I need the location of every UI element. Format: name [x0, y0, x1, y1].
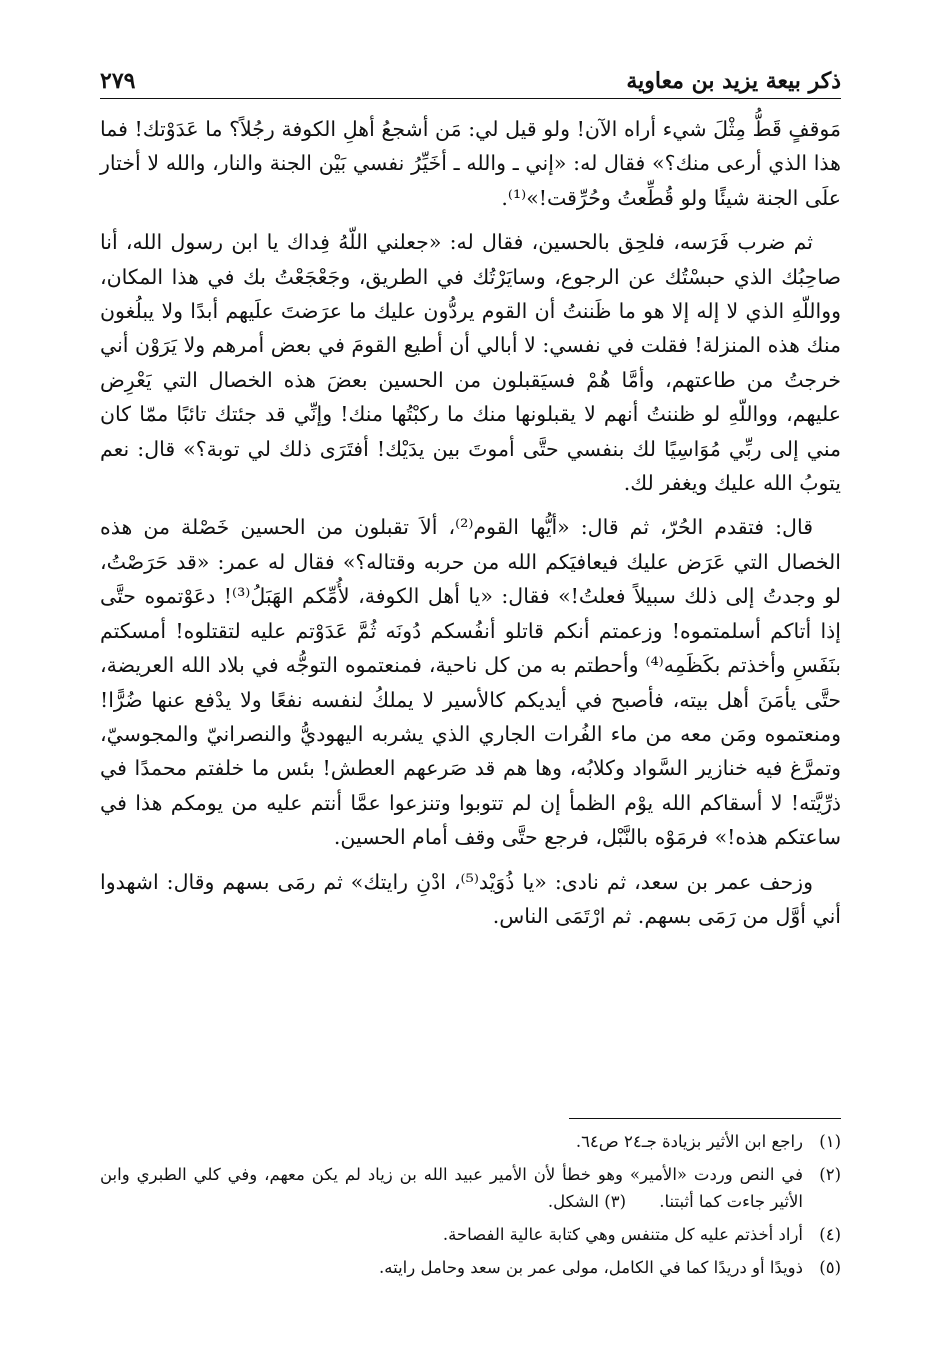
running-title: ذكر بيعة يزيد بن معاوية: [626, 68, 841, 94]
footnote-text-body: الشكل.: [547, 1192, 600, 1211]
footnote: [100, 1128, 841, 1155]
footnote-divider: [569, 1118, 841, 1119]
paragraph: مَوقفٍ قَطُّ مِثْلَ شيء أراه الآن! ولو قيل لي: مَن أشجعُ أهلِ الكوفة رجُلاً؟ ما عَدَوْتك! فما هذا الذي أرعى منك؟» فقال له: «إني ـ والله ـ أخَيِّرُ نفسي بَيْن الجنة والنار، والله لا أختار علَى الجنة شيئًا ولو قُطِّعتُ وحُرِّقت!»⁽¹⁾.: [100, 117, 841, 210]
footnote-text: ذويدًا أو دريدًا كما في الكامل، مولى عمر بن سعد وحامل رايته.: [379, 1258, 803, 1277]
page-number: ٢٧٩: [100, 68, 136, 94]
footnote-number: (٥): [819, 1258, 841, 1277]
page-header: [100, 52, 841, 99]
footnote-text: أراد أخذتم عليه كل متنفس وهي كتابة عالية الفصاحة.: [442, 1225, 803, 1244]
footnote: [100, 1161, 841, 1215]
body-text: [100, 112, 841, 943]
footnote-text: [100, 1161, 803, 1215]
footnote-number: (٢): [819, 1165, 841, 1184]
footnote-number: (٤): [819, 1225, 841, 1244]
footnote: [100, 1254, 841, 1281]
paragraph: وزحف عمر بن سعد، ثم نادى: «يا ذُوَيْد⁽⁵⁾، ادْنِ رايتك» ثم رمَى بسهم وقال: اشهدوا أني أوَّل من رَمَى بسهم. ثم ارْتَمَى الناس.: [100, 869, 841, 928]
footnote-number: (٣): [604, 1192, 627, 1211]
footnotes: [100, 1128, 841, 1287]
footnote: [100, 1221, 841, 1248]
paragraph: قال: فتقدم الحُرّ، ثم قال: «أيُّها القوم⁽²⁾، ألاَ تقبلون من الحسين خَصْلة من هذه الخصال التي عَرَض عليك فيعافيَكم الله من حربه وقتاله؟» فقال له عمر: «قد حَرَصْتُ، لو وجدتُ إلى ذلك سبيلاً فعلتُ!» فقال: «يا أهل الكوفة، لأُمِّكم الهَبَلُ⁽³⁾! دعَوْتموه حتَّى إذا أتاكم أسلمتموه! وزعمتم أنكم قاتلو أنفُسكم دُونَه ثُمَّ عَدَوْتم عليه لتقتلوه! أمسكتم بنَفَسِ وأخذتم بكَظَمِه⁽⁴⁾ وأحطتم به من كل ناحية، فمنعتموه التوجُّه في بلاد الله العريضة، حتَّى يأمَنَ أهل بيته، فأصبح في أيديكم كالأسير لا يملكُ لنفسه نفعًا ولا يدْفع عنها ضُرًّا! ومنعتموه ومَن معه من ماء الفُرات الجاري الذي يشربه اليهوديُّ والنصرانيّ والمجوسيّ، وتمرَّغ فيه خنازير السَّواد وكلابُه، وها هم قد صَرعهم العطش! بئس ما خلفتم محمدًا في ذرِّيَّته! لا أسقاكم الله يوْم الظمأ إن لم تتوبوا وتنزعوا عمَّا أنتم عليه من يومكم هذا في ساعتكم هذه!» فرمَوْه بالنَّبْل، فرجع حتَّى وقف أمام الحسين.: [100, 515, 841, 850]
footnote-text-body: في النص وردت «الأمير» وهو خطأ لأن الأمير عبيد الله بن زياد لم يكن معهم، وفي كلي الطبري وابن الأثير جاءت كما أثبتنا.: [100, 1165, 803, 1211]
paragraph: ثم ضرب فَرَسه، فلحِق بالحسين، فقال له: «جعلني اللّهُ فِداك يا ابن رسول الله، أنا صاحِبُك الذي حبسْتُك عن الرجوع، وسايَرْتُك في الطريق، وجَعْجَعْتُ بك في هذا المكان، وواللّهِ الذي لا إله إلا هو ما ظَننتُ أن القوم يردُّون عليك ما عرَضتَ علَيهم أبدًا ولا يبلُغون منك هذه المنزلة! فقلت في نفسي: لا أبالي أن أطيع القومَ في بعض أمرهم ولا يَرَوْن أني خرجتُ من طاعتهم، وأمَّا هُمْ فسيَقبلون من الحسين بعضَ هذه الخصال التي يَعْرِض عليهم، وواللّهِ لو ظننتُ أنهم لا يقبلونها منك ما ركبْتُها منك! وإنِّي قد جئتك تائبًا ممّا كان مني إلى ربِّي مُوَاسِيًا لك بنفسي حتَّى أموتَ بين يدَيْك! أفتَرَى ذلك لي توبة؟» قال: نعم يتوبُ الله عليك ويغفر لك.: [100, 230, 841, 496]
footnote-number: (١): [819, 1132, 841, 1151]
footnote-text: راجع ابن الأثير بزيادة جـ٢٤ ص٦٤.: [575, 1132, 803, 1151]
